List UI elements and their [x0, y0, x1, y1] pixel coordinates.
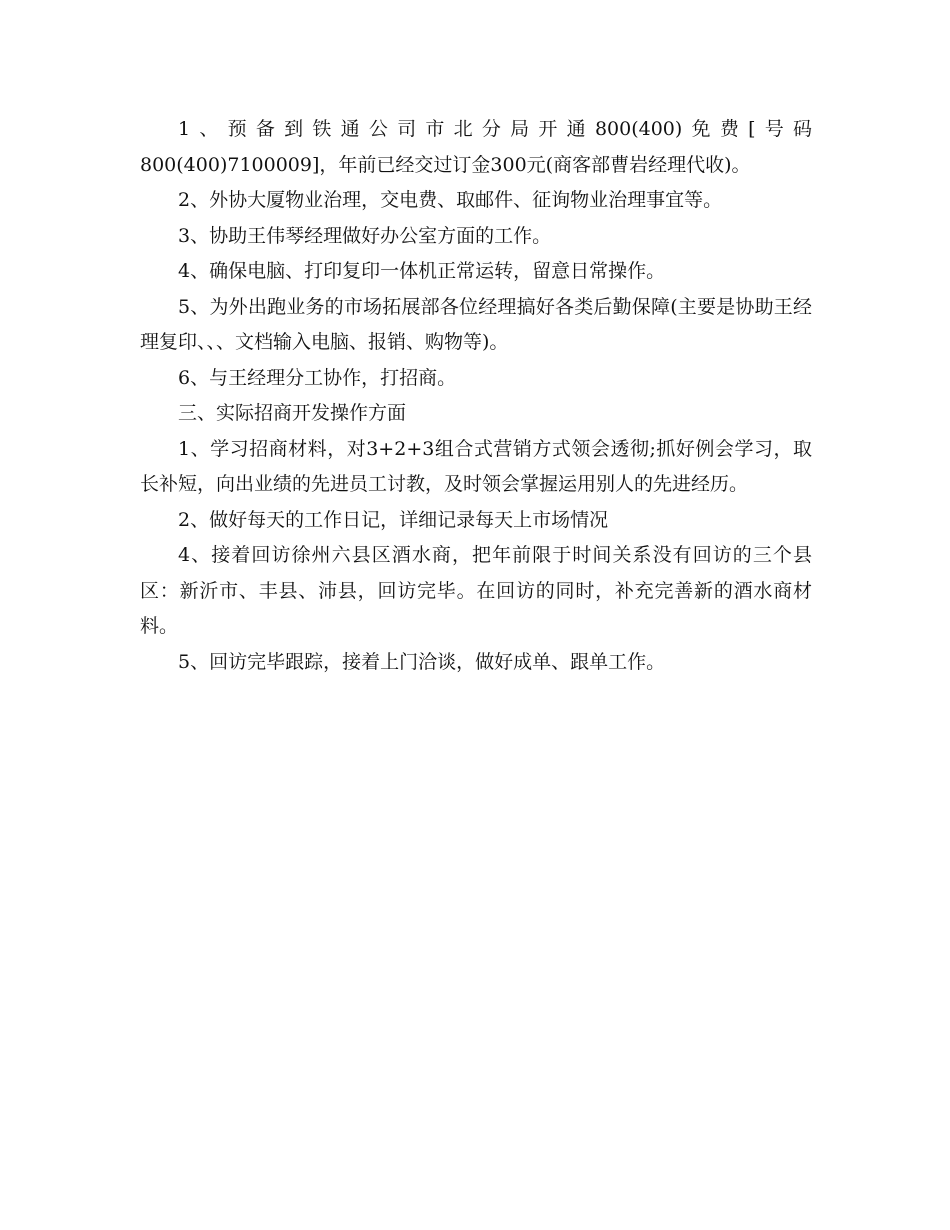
paragraph-2: 2、外协大厦物业治理，交电费、取邮件、征询物业治理事宜等。 [178, 189, 723, 211]
paragraph-9: 4、接着回访徐州六县区酒水商，把年前限于时间关系没有回访的三个县区：新沂市、丰县、沛县，回访完毕。在回访的同时，补充完善新的酒水商材料。 [140, 544, 812, 637]
document-body [140, 112, 812, 680]
paragraph-7: 1、学习招商材料，对3+2+3组合式营销方式领会透彻;抓好例会学习，取长补短，向出业绩的先进员工讨教，及时领会掌握运用别人的先进经历。 [140, 437, 812, 495]
paragraph-5: 5、为外出跑业务的市场拓展部各位经理搞好各类后勤保障(主要是协助王经理复印、、、文档输入电脑、报销、购物等)。 [140, 295, 812, 353]
paragraph-3: 3、协助王伟琴经理做好办公室方面的工作。 [178, 224, 552, 247]
paragraph-6: 6、与王经理分工协作，打招商。 [178, 366, 457, 389]
paragraph-10: 5、回访完毕跟踪，接着上门洽谈，做好成单、跟单工作。 [178, 650, 666, 673]
section-heading: 三、实际招商开发操作方面 [178, 402, 407, 424]
paragraph-4: 4、确保电脑、打印复印一体机正常运转，留意日常操作。 [178, 260, 666, 282]
paragraph-1: 1、预备到铁通公司市北分局开通800(400)免费[号码800(400)7100009]，年前已经交过订金300元(商客部曹岩经理代收)。 [140, 118, 812, 176]
paragraph-8: 2、做好每天的工作日记，详细记录每天上市场情况 [178, 508, 609, 531]
